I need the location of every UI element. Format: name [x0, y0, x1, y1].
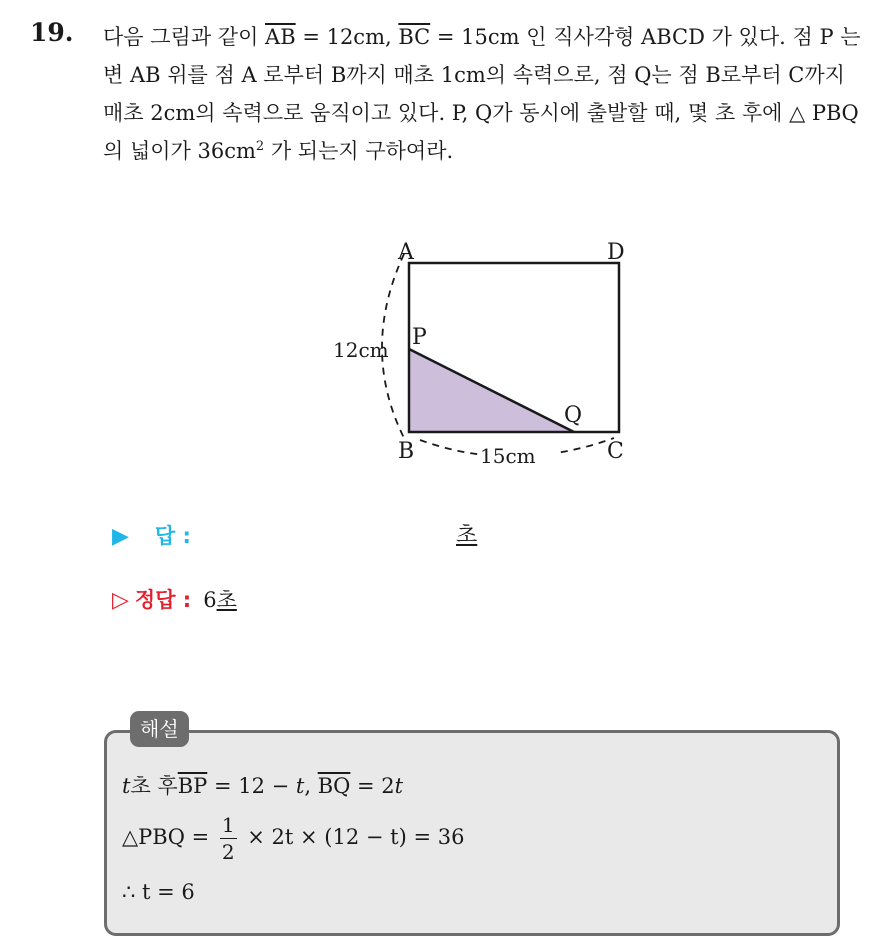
- solution-tag: 해설: [130, 711, 189, 747]
- correct-answer-label: 정답 :: [134, 588, 192, 612]
- label-ab-length: 12cm: [333, 338, 389, 362]
- answer-unit: 초: [456, 523, 478, 548]
- segment-bc: $\overline{BC}$: [398, 25, 431, 49]
- solution-text: ,: [304, 774, 318, 798]
- figure-svg: [330, 232, 650, 472]
- fraction-one-half: [220, 812, 237, 865]
- segment-ab: $\overline{AB}$: [265, 25, 296, 49]
- solution-line-1: [122, 770, 403, 800]
- label-a: A: [398, 240, 414, 265]
- var-t: t: [394, 774, 404, 798]
- correct-value: 6: [203, 588, 217, 612]
- outline-triangle-icon: ▷: [112, 588, 129, 613]
- question-text: [103, 18, 863, 170]
- solution-text: 초 후: [130, 774, 178, 798]
- solution-line-3: ∴ t = 6: [122, 880, 195, 904]
- label-d: D: [607, 240, 625, 265]
- segment-bq: $\overline{BQ}$: [317, 774, 351, 798]
- solution-text: = 12 −: [207, 774, 296, 798]
- solution-text: × 2t × (12 − t) = 36: [240, 825, 465, 849]
- answer-row: [112, 520, 191, 550]
- correct-answer-value: [203, 588, 237, 612]
- correct-unit: 초: [216, 588, 237, 612]
- fraction-denominator: 2: [221, 840, 235, 864]
- rectangle-figure: [330, 232, 650, 476]
- var-t: t: [295, 774, 305, 798]
- label-b: B: [398, 439, 415, 464]
- solution-text: = 2: [350, 774, 395, 798]
- question-text-part-4: 가 되는지 구하여라.: [264, 139, 454, 163]
- question-text-part-1: 다음 그림과 같이: [103, 25, 266, 49]
- question-text-part-2: = 12cm,: [295, 25, 399, 49]
- correct-answer-row: [112, 584, 237, 614]
- label-bc-length: 15cm: [480, 444, 536, 468]
- question-text-part-3: = 15cm 인 직사각형 ABCD 가 있다. 점 P 는 변 AB 위를 점 A 로부터 B까지 매초 1cm의 속력으로, 점 Q는 점 B로부터 C까지 매초 2cm의 속력으로 움직이고 있다. P, Q가 동시에 출발할 때, 몇 초 후에 △ PBQ의 넓이가 36cm: [103, 25, 861, 163]
- solution-text: △PBQ =: [122, 825, 216, 849]
- fraction-numerator: 1: [221, 813, 235, 837]
- answer-label: 답 :: [154, 524, 191, 548]
- segment-bp: $\overline{BP}$: [177, 774, 208, 798]
- play-triangle-icon: ▶: [112, 524, 129, 549]
- label-c: C: [607, 439, 624, 464]
- exponent: 2: [255, 139, 265, 154]
- solution-line-2: [122, 812, 464, 865]
- var-t: t: [122, 774, 131, 798]
- question-number: 19.: [30, 18, 74, 47]
- label-q: Q: [564, 403, 583, 428]
- label-p: P: [412, 325, 427, 350]
